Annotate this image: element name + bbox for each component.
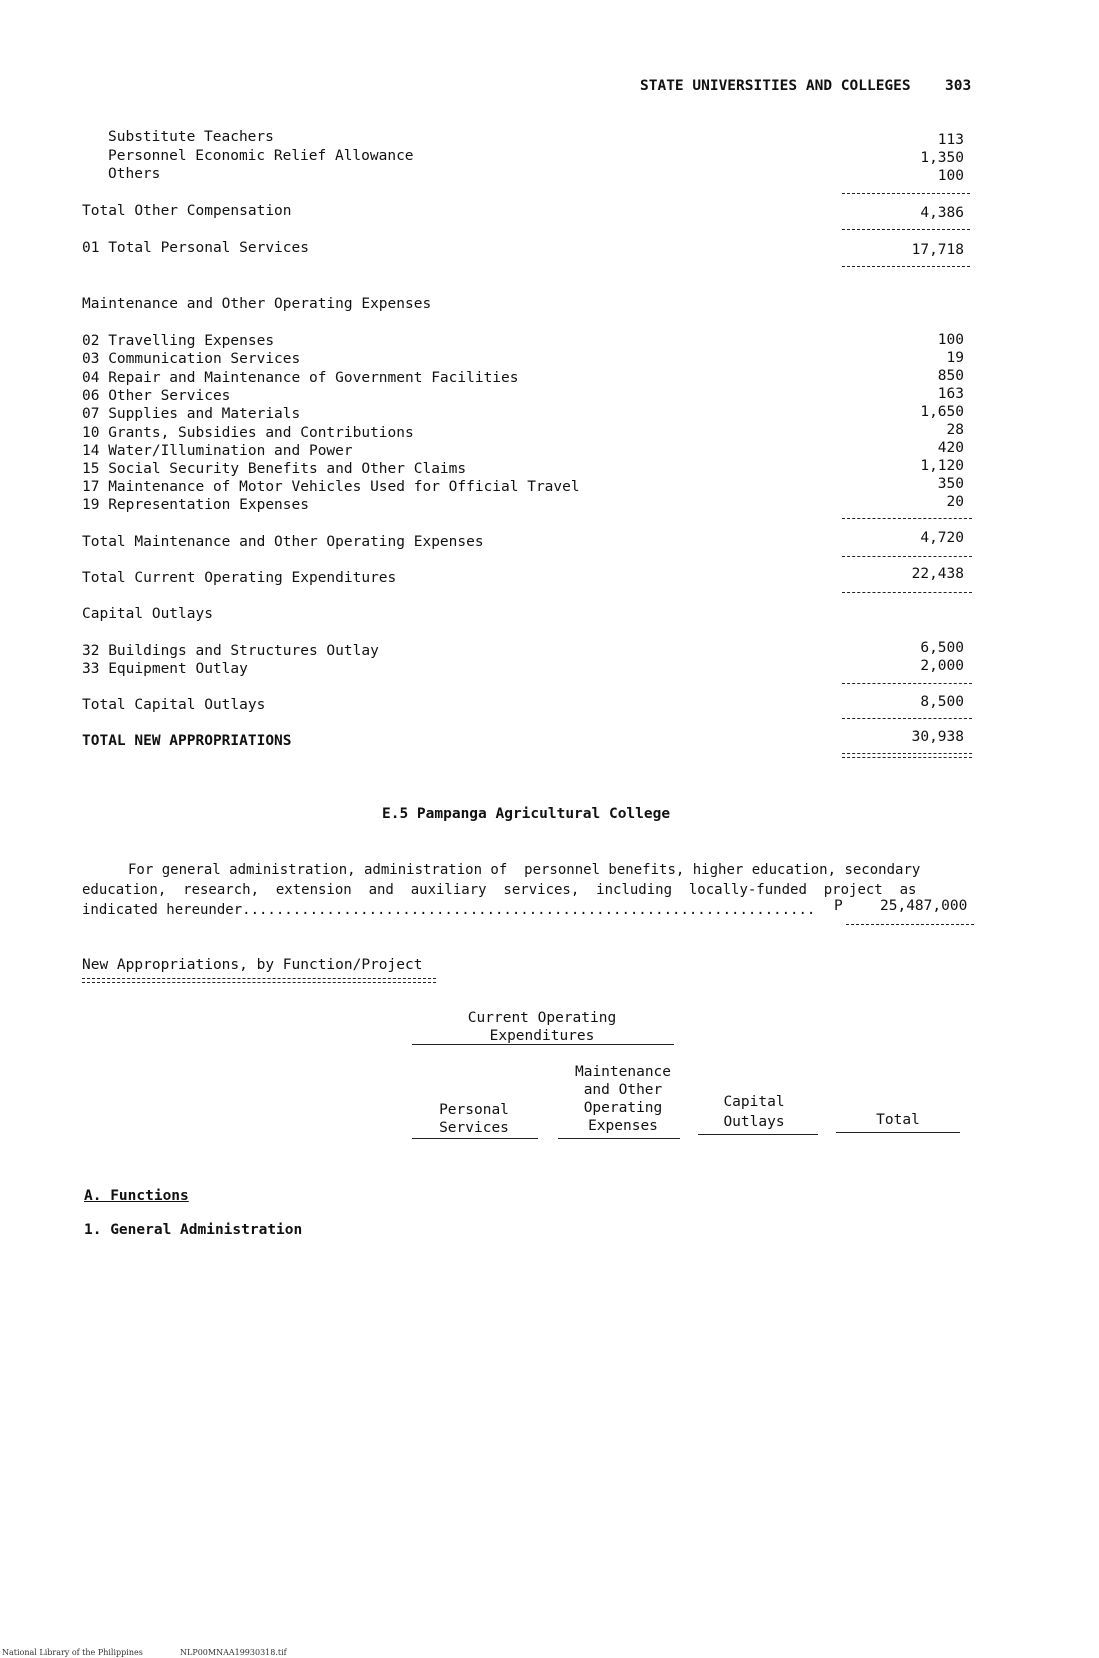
amount-rule xyxy=(846,924,974,925)
line-item-label: 15 Social Security Benefits and Other Claims xyxy=(82,461,467,477)
subtotal-rule xyxy=(842,266,970,267)
amount-prefix: P xyxy=(834,898,843,914)
total-label: Total Maintenance and Other Operating Expenses xyxy=(82,534,484,550)
paragraph-line: indicated hereunder.................................................................... xyxy=(82,902,816,918)
line-item-value: 28 xyxy=(946,422,964,438)
column-group-label: Expenditures xyxy=(489,1028,595,1044)
column-header-personal: Personal xyxy=(439,1102,509,1118)
column-header-mooe: Maintenance xyxy=(574,1064,672,1080)
line-item-value: 100 xyxy=(937,332,964,348)
total-value: 4,386 xyxy=(920,205,964,221)
line-item-value: 850 xyxy=(937,368,964,384)
column-header-capital: Capital xyxy=(723,1094,785,1110)
line-item-value: 6,500 xyxy=(920,640,964,656)
column-header-capital: Outlays xyxy=(723,1114,785,1130)
line-item-label: 02 Travelling Expenses xyxy=(82,333,275,349)
line-item-value: 100 xyxy=(937,168,964,184)
line-item-value: 1,350 xyxy=(920,150,964,166)
subtotal-rule xyxy=(842,193,970,194)
paragraph-line: education, research, extension and auxiliary services, including locally-funded project as xyxy=(82,882,917,898)
column-header-mooe: and Other xyxy=(583,1082,663,1098)
column-header-mooe: Operating xyxy=(583,1100,663,1116)
total-value: 4,720 xyxy=(920,530,964,546)
total-value: 17,718 xyxy=(911,242,964,258)
appropriation-amount: 25,487,000 xyxy=(880,898,968,914)
grand-total-double-rule xyxy=(842,753,972,758)
line-item-label: 32 Buildings and Structures Outlay xyxy=(82,643,379,659)
column-rule-mooe xyxy=(558,1138,680,1139)
line-item-label: Personnel Economic Relief Allowance xyxy=(108,148,414,164)
line-item-value: 2,000 xyxy=(920,658,964,674)
line-item-label: Substitute Teachers xyxy=(108,129,274,145)
total-label: Total Other Compensation xyxy=(82,203,292,219)
total-value: 8,500 xyxy=(920,694,964,710)
line-item-label: 17 Maintenance of Motor Vehicles Used for Official Travel xyxy=(82,479,580,495)
new-appropriations-heading: New Appropriations, by Function/Project xyxy=(82,957,423,973)
subtotal-rule xyxy=(842,592,972,593)
paragraph-line: For general administration, administration of personnel benefits, higher education, secondary xyxy=(128,862,921,878)
column-rule-capital xyxy=(698,1134,818,1135)
total-label: Total Capital Outlays xyxy=(82,697,266,713)
line-item-label: 33 Equipment Outlay xyxy=(82,661,248,677)
grand-total-label: TOTAL NEW APPROPRIATIONS xyxy=(82,733,292,749)
grand-total-value: 30,938 xyxy=(911,729,964,745)
subtotal-rule xyxy=(842,229,970,230)
subtotal-rule xyxy=(842,556,972,557)
column-group-label: Current Operating xyxy=(467,1010,617,1026)
line-item-label: 04 Repair and Maintenance of Government Facilities xyxy=(82,370,519,386)
subtotal-rule xyxy=(842,718,972,719)
line-item-label: Others xyxy=(108,166,161,182)
section-title: E.5 Pampanga Agricultural College xyxy=(382,806,671,822)
line-item-value: 420 xyxy=(937,440,964,456)
page-number: 303 xyxy=(945,78,972,94)
line-item-value: 163 xyxy=(937,386,964,402)
running-header-title: STATE UNIVERSITIES AND COLLEGES xyxy=(640,78,911,94)
total-label: Total Current Operating Expenditures xyxy=(82,570,397,586)
column-header-mooe: Expenses xyxy=(588,1118,658,1134)
total-value: 22,438 xyxy=(911,566,964,582)
subtotal-rule xyxy=(842,518,972,519)
column-rule-personal xyxy=(412,1138,538,1139)
line-item-value: 19 xyxy=(946,350,964,366)
column-group-rule xyxy=(412,1044,674,1045)
line-item-label: 14 Water/Illumination and Power xyxy=(82,443,353,459)
line-item-value: 1,650 xyxy=(920,404,964,420)
line-item-label: 03 Communication Services xyxy=(82,351,301,367)
functions-heading: A. Functions xyxy=(84,1188,189,1204)
footer-file: NLP00MNAA19930318.tif xyxy=(180,1648,287,1657)
column-rule-total xyxy=(836,1132,960,1133)
line-item-value: 20 xyxy=(946,494,964,510)
line-item-value: 350 xyxy=(937,476,964,492)
function-item: 1. General Administration xyxy=(84,1222,303,1238)
line-item-label: 10 Grants, Subsidies and Contributions xyxy=(82,425,414,441)
section-heading: Capital Outlays xyxy=(82,606,213,622)
line-item-label: 19 Representation Expenses xyxy=(82,497,309,513)
total-label: 01 Total Personal Services xyxy=(82,240,309,256)
heading-double-rule xyxy=(82,978,436,983)
column-header-total: Total xyxy=(876,1112,920,1128)
subtotal-rule xyxy=(842,683,972,684)
section-heading: Maintenance and Other Operating Expenses xyxy=(82,296,432,312)
footer-library: National Library of the Philippines xyxy=(2,1648,143,1657)
line-item-value: 113 xyxy=(937,132,964,148)
line-item-label: 06 Other Services xyxy=(82,388,231,404)
line-item-label: 07 Supplies and Materials xyxy=(82,406,301,422)
line-item-value: 1,120 xyxy=(920,458,964,474)
column-header-personal: Services xyxy=(439,1120,509,1136)
